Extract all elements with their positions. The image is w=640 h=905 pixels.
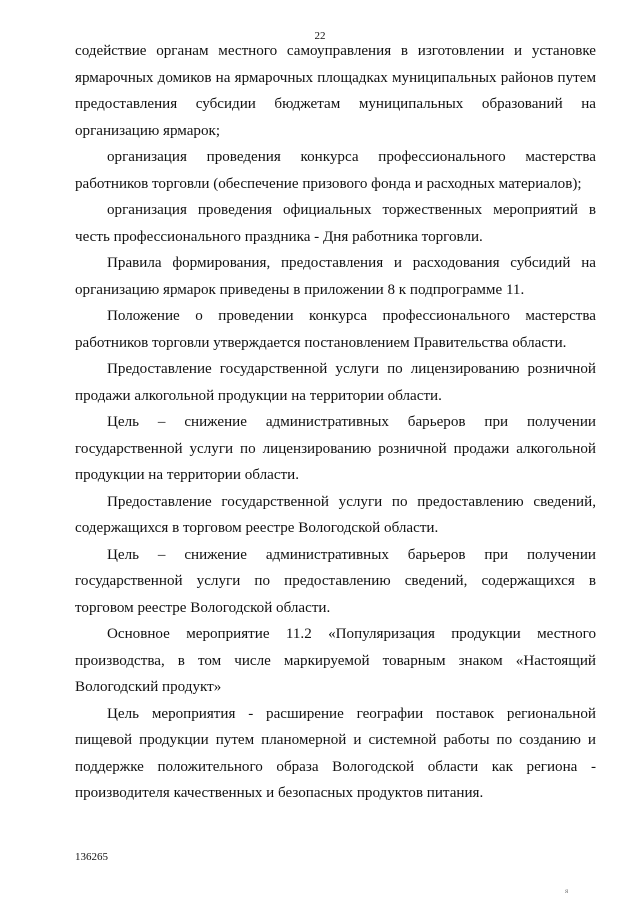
paragraph-6: Предоставление государственной услуги по лицензированию розничной продажи алкогольной продукции на территории области. bbox=[75, 361, 596, 404]
document-code: 136265 bbox=[75, 851, 108, 863]
paragraph-8: Предоставление государственной услуги по предоставлению сведений, содержащихся в торговом реестре Вологодской области. bbox=[75, 493, 596, 536]
paragraph-4: Правила формирования, предоставления и расходования субсидий на организацию ярмарок приведены в приложении 8 к подпрограмме 11. bbox=[75, 255, 596, 298]
paragraph-1: содействие органам местного самоуправления в изготовлении и установке ярмарочных домиков на ярмарочных площадках муниципальных районов путем предоставления субсидии бюджетам муниципальных образований на организацию ярмарок; bbox=[75, 43, 596, 139]
paragraph-7: Цель – снижение административных барьеров при получении государственной услуги по лицензированию розничной продажи алкогольной продукции на территории области. bbox=[75, 414, 596, 483]
paragraph-3: организация проведения официальных торжественных мероприятий в честь профессионального праздника - Дня работника торговли. bbox=[75, 202, 596, 245]
paragraph-9: Цель – снижение административных барьеров при получении государственной услуги по предоставлению сведений, содержащихся в торговом реестре Вологодской области. bbox=[75, 546, 596, 616]
corner-mark: я bbox=[565, 887, 569, 895]
paragraph-5: Положение о проведении конкурса профессионального мастерства работников торговли утверждается постановлением Правительства области. bbox=[75, 308, 596, 351]
paragraph-2: организация проведения конкурса профессионального мастерства работников торговли (обеспечение призового фонда и расходных материалов); bbox=[75, 149, 596, 192]
paragraph-10: Основное мероприятие 11.2 «Популяризация продукции местного производства, в том числе маркируемой товарным знаком «Настоящий Вологодский продукт» bbox=[75, 626, 596, 695]
paragraph-11: Цель мероприятия - расширение географии поставок региональной пищевой продукции путем планомерной и системной работы по созданию и поддержке положительного образа Вологодской области как региона - производителя качественных и безопасных продуктов питания. bbox=[75, 705, 596, 801]
page-number: 22 bbox=[314, 30, 326, 42]
document-body bbox=[75, 38, 596, 807]
